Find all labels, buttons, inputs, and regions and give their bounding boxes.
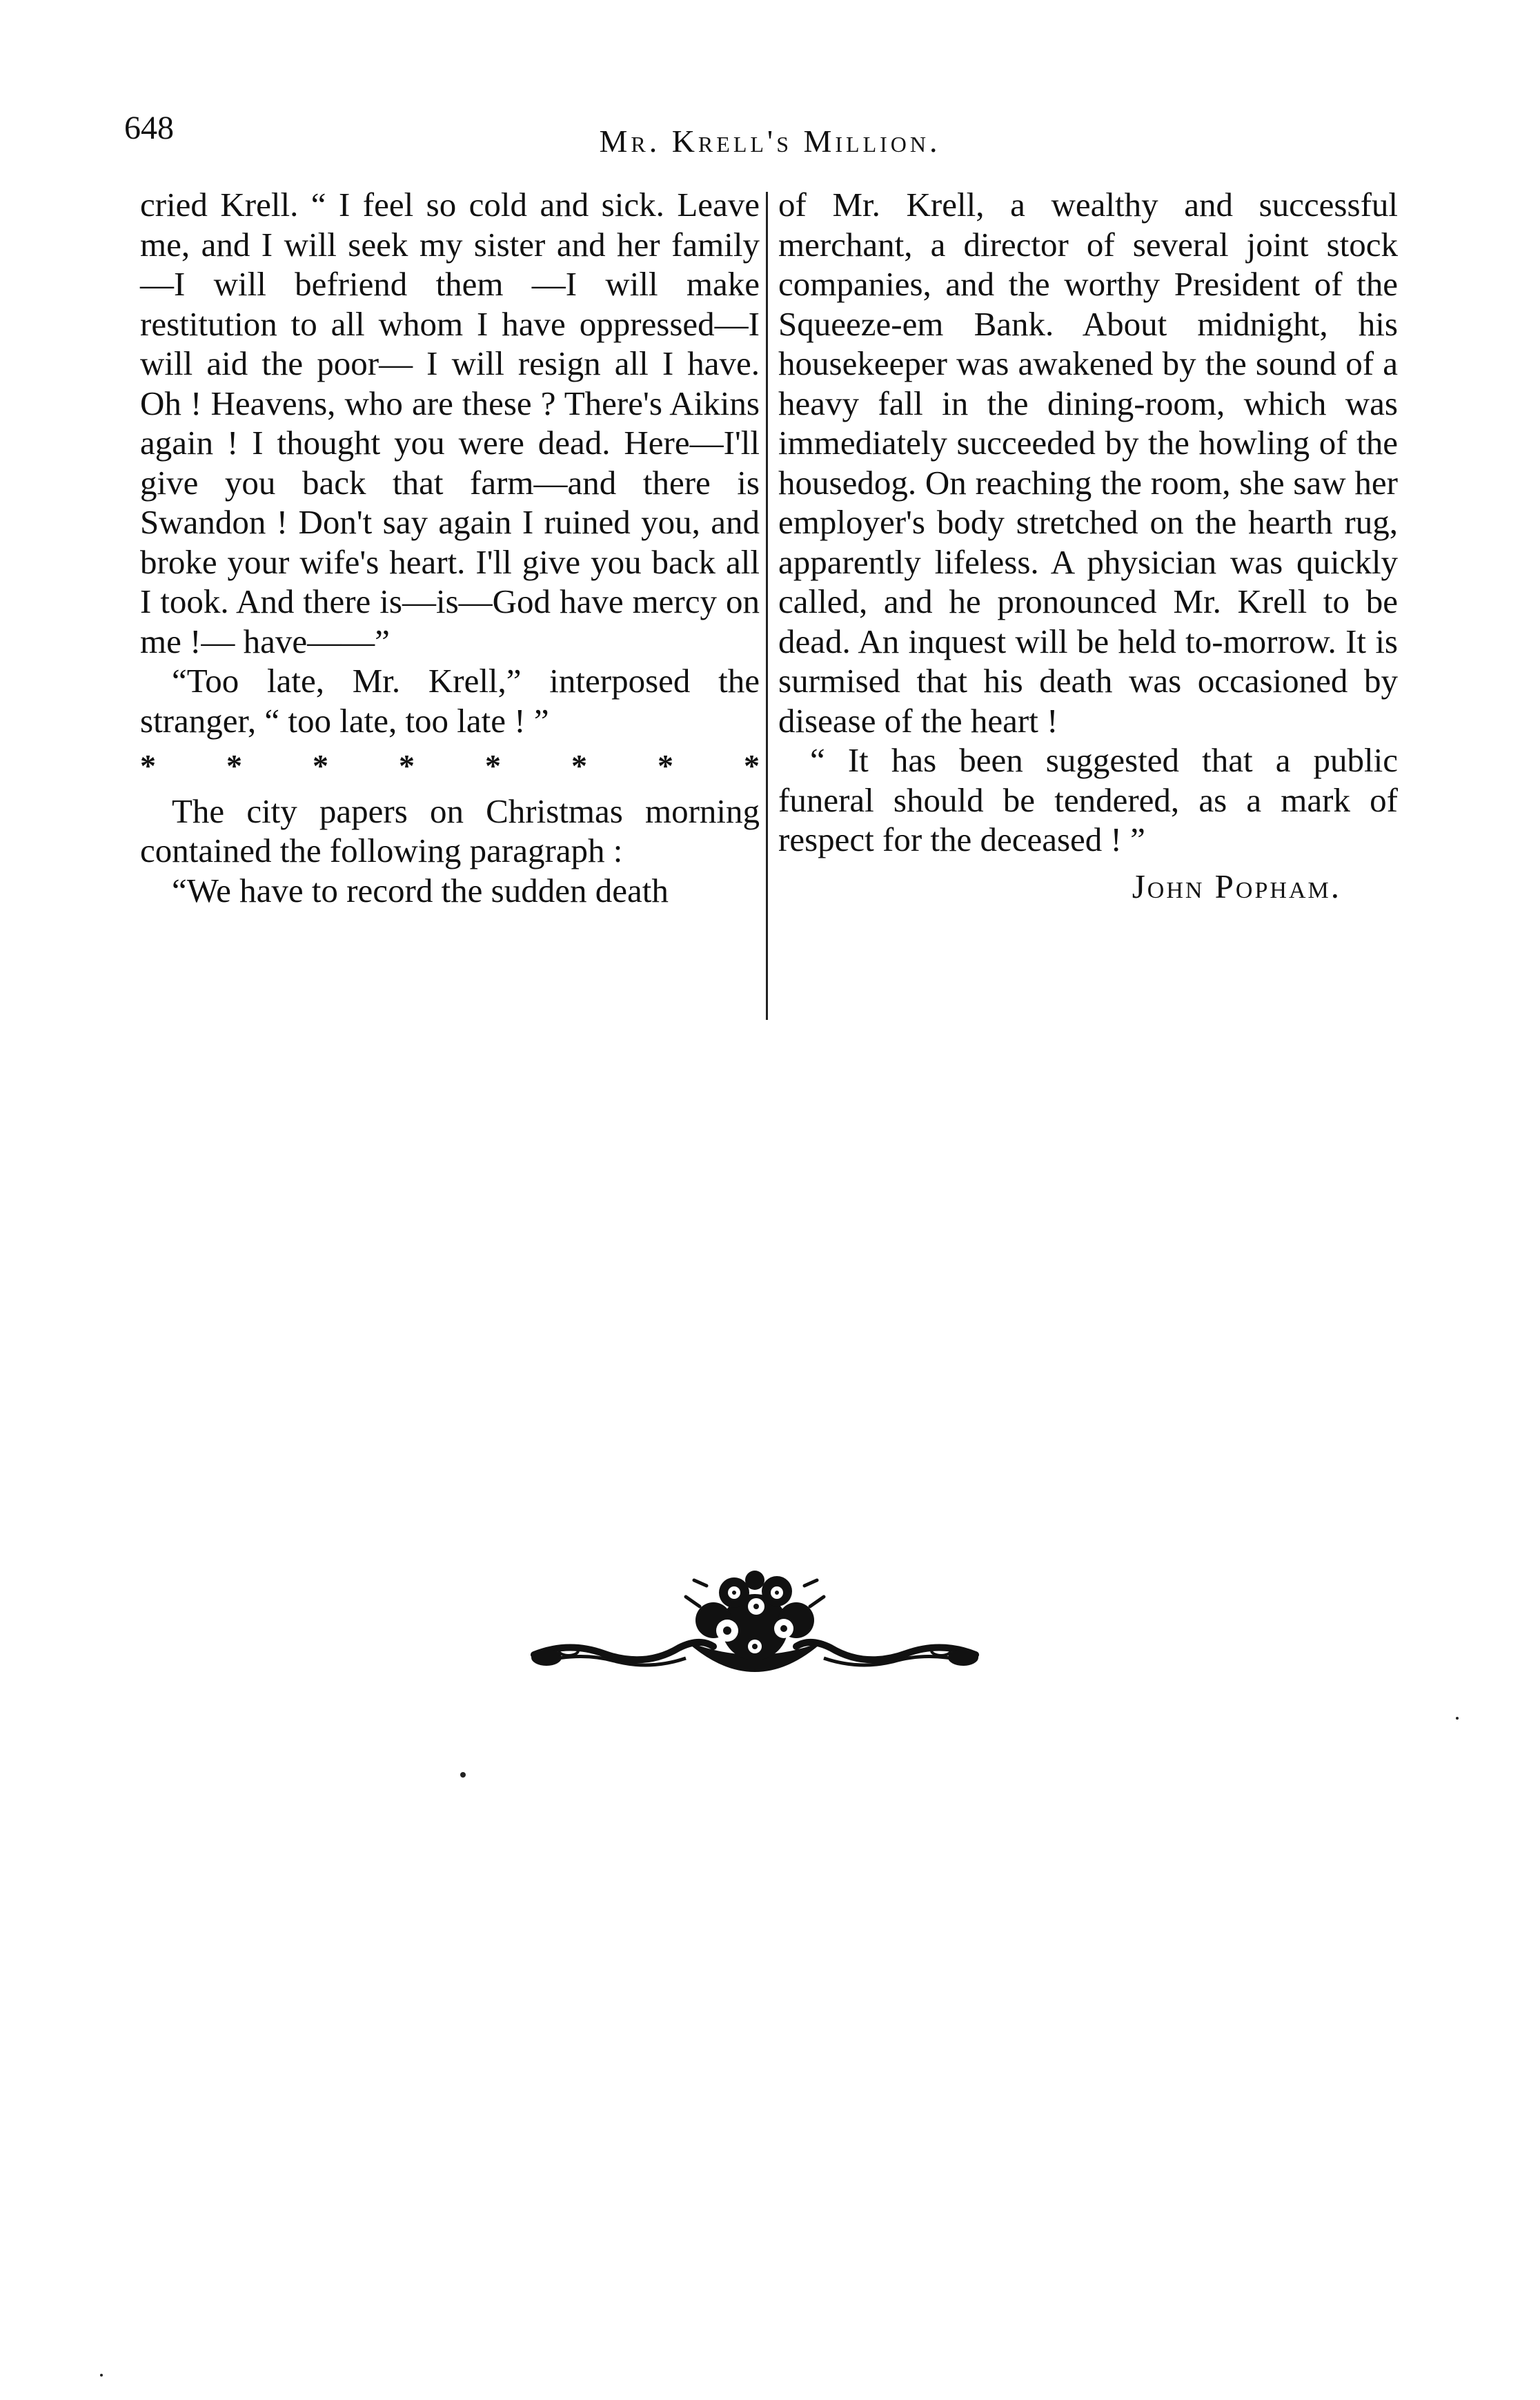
floral-ornament-icon: [527, 1565, 983, 1703]
paragraph: of Mr. Krell, a wealthy and successful merchant, a director of several joint stock companies, and the worthy President of the Squeeze-em Bank. About midnight, his housekeeper was awakened by the sound of a heavy fall in the dining-room, which was immediately succeeded by the howling of the housedog. On reaching the room, she saw her employer's body stretched on the hearth rug, apparently lifeless. A physician was quickly called, and he pronounced Mr. Krell to be dead. An inquest will be held to-morrow. It is surmised that his death was occasioned by disease of the heart !: [778, 186, 1398, 740]
print-speck: [460, 1772, 466, 1778]
paragraph: “ It has been suggested that a public funeral should be tendered, as a mark of respect for the deceased ! ”: [778, 741, 1398, 858]
star: *: [744, 748, 760, 783]
paragraph: “Too late, Mr. Krell,” interposed the stranger, “ too late, too late ! ”: [140, 662, 760, 740]
running-title: Mr. Krell's Million.: [599, 124, 941, 159]
section-break-stars: [140, 746, 760, 786]
star: *: [485, 748, 501, 783]
print-speck: [1456, 1717, 1459, 1720]
author-signature: John Popham.: [1132, 867, 1341, 905]
left-column: [140, 185, 760, 910]
page-number: 648: [124, 110, 174, 146]
star: *: [399, 748, 415, 783]
star: *: [658, 748, 673, 783]
star: *: [313, 748, 328, 783]
print-speck: [100, 2374, 103, 2377]
paragraph: The city papers on Christmas morning contained the following paragraph :: [140, 791, 760, 869]
star: *: [140, 748, 156, 783]
right-column: [778, 185, 1398, 906]
paragraph: “We have to record the sudden death: [172, 871, 669, 909]
column-divider: [766, 192, 768, 1020]
star: *: [571, 748, 587, 783]
star: *: [226, 748, 242, 783]
paragraph: cried Krell. “ I feel so cold and sick. Leave me, and I will seek my sister and her family—I will befriend them —I will make restitution to all whom I have oppressed—I will aid the poor— I will resign all I have. Oh ! Heavens, who are these ? There's Aikins again ! I thought you were dead. Here—I'll give you back that farm—and there is Swandon ! Don't say again I ruined you, and broke your wife's heart. I'll give you back all I took. And there is—is—God have mercy on me !— have——”: [140, 186, 760, 660]
